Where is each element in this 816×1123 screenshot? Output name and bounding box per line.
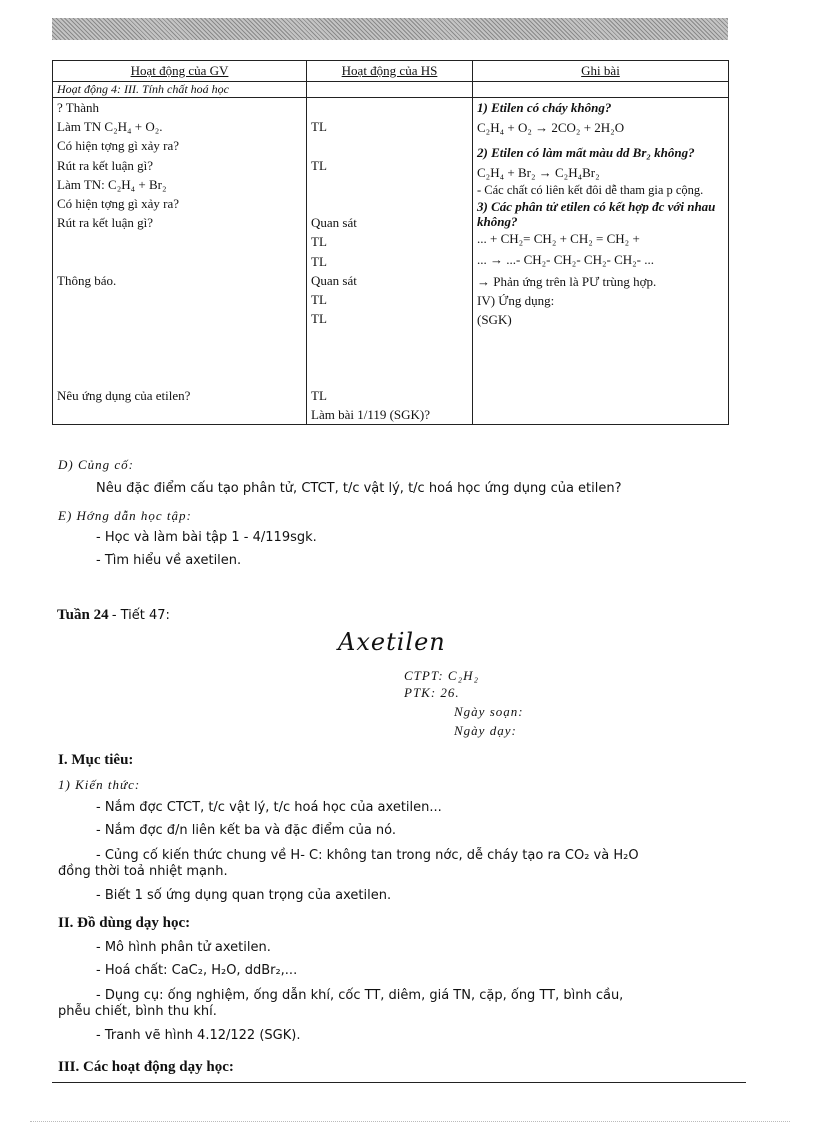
do-dung-item: - Hoá chất: CaC₂, H₂O, ddBr₂,... [96, 963, 298, 978]
hs-line: TL [311, 157, 327, 173]
ngay-day: Ngày dạy: [454, 723, 517, 738]
equation-combustion: C₂H₄ + O₂ → 2CO₂ + 2H₂O [477, 120, 625, 135]
huong-dan-label: E) Hớng dẫn học tập: [58, 508, 192, 523]
ctpt: CTPT: C₂H₂ [404, 668, 480, 683]
gv-line: Rút ra kết luận gì? [57, 157, 154, 173]
question-1: 1) Etilen có cháy không? [477, 100, 612, 115]
gv-line: Có hiện tợng gì xảy ra? [57, 196, 180, 212]
bottom-rule [52, 1082, 746, 1083]
muc-tieu-item: - Củng cố kiến thức chung về H- C: không tan trong nớc, dễ cháy tạo ra CO₂ và H₂O [96, 848, 639, 863]
equation-polymer-a: ... + CH₂= CH₂ + CH₂ = CH₂ + [477, 231, 640, 246]
muc-tieu-item: - Biết 1 số ứng dụng quan trọng của axetilen. [96, 888, 392, 903]
hs-line: TL [311, 253, 327, 269]
gv-line: Có hiện tợng gì xảy ra? [57, 138, 180, 154]
hs-line [311, 175, 468, 194]
activity-table [52, 60, 729, 425]
huong-dan-item: - Tìm hiểu về axetilen. [96, 553, 242, 568]
gv-line [57, 290, 302, 309]
hs-line [311, 194, 468, 213]
hs-line: TL [311, 311, 327, 327]
question-3: 3) Các phân tử etilen có kết hợp đc với nhau không? [477, 199, 716, 229]
ptk: PTK: 26. [404, 685, 460, 700]
hs-line: TL [311, 388, 327, 404]
hs-line: TL [311, 119, 327, 135]
question-2: 2) Etilen có làm mất màu dd Br₂ không? [477, 145, 695, 160]
col-header-hs: Hoạt động của HS [307, 61, 473, 82]
hs-line: TL [311, 292, 327, 308]
lesson-header [57, 607, 170, 624]
cung-co-label: D) Củng cố: [58, 457, 134, 472]
hs-line [311, 348, 468, 367]
hs-column [307, 98, 473, 425]
ngay-soan: Ngày soạn: [454, 704, 524, 719]
muc-tieu-item-cont: đồng thời toả nhiệt mạnh. [58, 864, 228, 879]
note-addition: - Các chất có liên kết đôi dễ tham gia p cộng. [477, 183, 704, 197]
application-ref: (SGK) [477, 312, 512, 327]
gv-line: Làm TN: C₂H₄ + Br₂ [57, 176, 167, 192]
col-header-gv: Hoạt động của GV [53, 61, 307, 82]
page-edge [30, 1121, 790, 1122]
muc-tieu-item: - Nắm đợc đ/n liên kết ba và đặc điểm của nó. [96, 823, 397, 838]
gv-column [53, 98, 307, 425]
hs-line [311, 328, 468, 347]
gv-line [57, 328, 302, 347]
gv-line [57, 405, 302, 424]
lesson-title: Axetilen [338, 628, 446, 656]
muc-tieu-heading: I. Mục tiêu: [58, 752, 134, 768]
hs-line: Quan sát [311, 215, 357, 231]
do-dung-item: - Mô hình phân tử axetilen. [96, 940, 271, 955]
gv-line [57, 348, 302, 367]
gv-line: Rút ra kết luận gì? [57, 215, 154, 231]
col-header-ghi-bai: Ghi bài [473, 61, 729, 82]
gv-line: ? Thành [57, 100, 99, 115]
hs-line: Làm bài 1/119 (SGK)? [311, 407, 431, 423]
cung-co-text: Nêu đặc điểm cấu tạo phân tử, CTCT, t/c vật lý, t/c hoá học ứng dụng của etilen? [96, 481, 622, 496]
gv-line: Nêu ứng dụng của etilen? [57, 388, 191, 404]
week-label: Tuần 24 [57, 607, 109, 623]
header-bar [52, 18, 728, 40]
equation-bromine: C₂H₄ + Br₂ → C₂H₄Br₂ [477, 165, 600, 180]
muc-tieu-item: - Nắm đợc CTCT, t/c vật lý, t/c hoá học của axetilen... [96, 800, 442, 815]
hs-line: TL [311, 234, 327, 250]
application-title: IV) Ứng dụng: [477, 293, 555, 308]
ghi-bai-column [473, 98, 729, 425]
gv-line [57, 309, 302, 328]
kien-thuc-label: 1) Kiến thức: [58, 777, 141, 792]
do-dung-item: - Tranh vẽ hình 4.12/122 (SGK). [96, 1028, 301, 1043]
hs-line [311, 367, 468, 386]
section-title: Hoạt động 4: III. Tính chất hoá học [53, 82, 307, 98]
gv-line [57, 232, 302, 251]
equation-polymer-b: ... → ...- CH₂- CH₂- CH₂- CH₂- ... [477, 252, 655, 267]
polymerization-conclusion: → Phản ứng trên là PƯ trùng hợp. [477, 274, 657, 289]
hoat-dong-heading: III. Các hoạt động dạy học: [58, 1059, 234, 1075]
huong-dan-item: - Học và làm bài tập 1 - 4/119sgk. [96, 530, 317, 545]
hs-line [311, 98, 468, 117]
do-dung-item-cont: phễu chiết, bình thu khí. [58, 1004, 217, 1019]
period-label: - Tiết 47: [111, 608, 170, 623]
hs-line: Quan sát [311, 272, 357, 288]
hs-line [311, 136, 468, 155]
gv-line [57, 367, 302, 386]
gv-line: Thông báo. [57, 272, 117, 288]
do-dung-item: - Dụng cụ: ống nghiệm, ống dẫn khí, cốc TT, diêm, giá TN, cặp, ống TT, bình cầu, [96, 988, 624, 1003]
gv-line: Làm TN C₂H₄ + O₂. [57, 119, 163, 135]
do-dung-heading: II. Đồ dùng dạy học: [58, 915, 191, 931]
gv-line [57, 252, 302, 271]
